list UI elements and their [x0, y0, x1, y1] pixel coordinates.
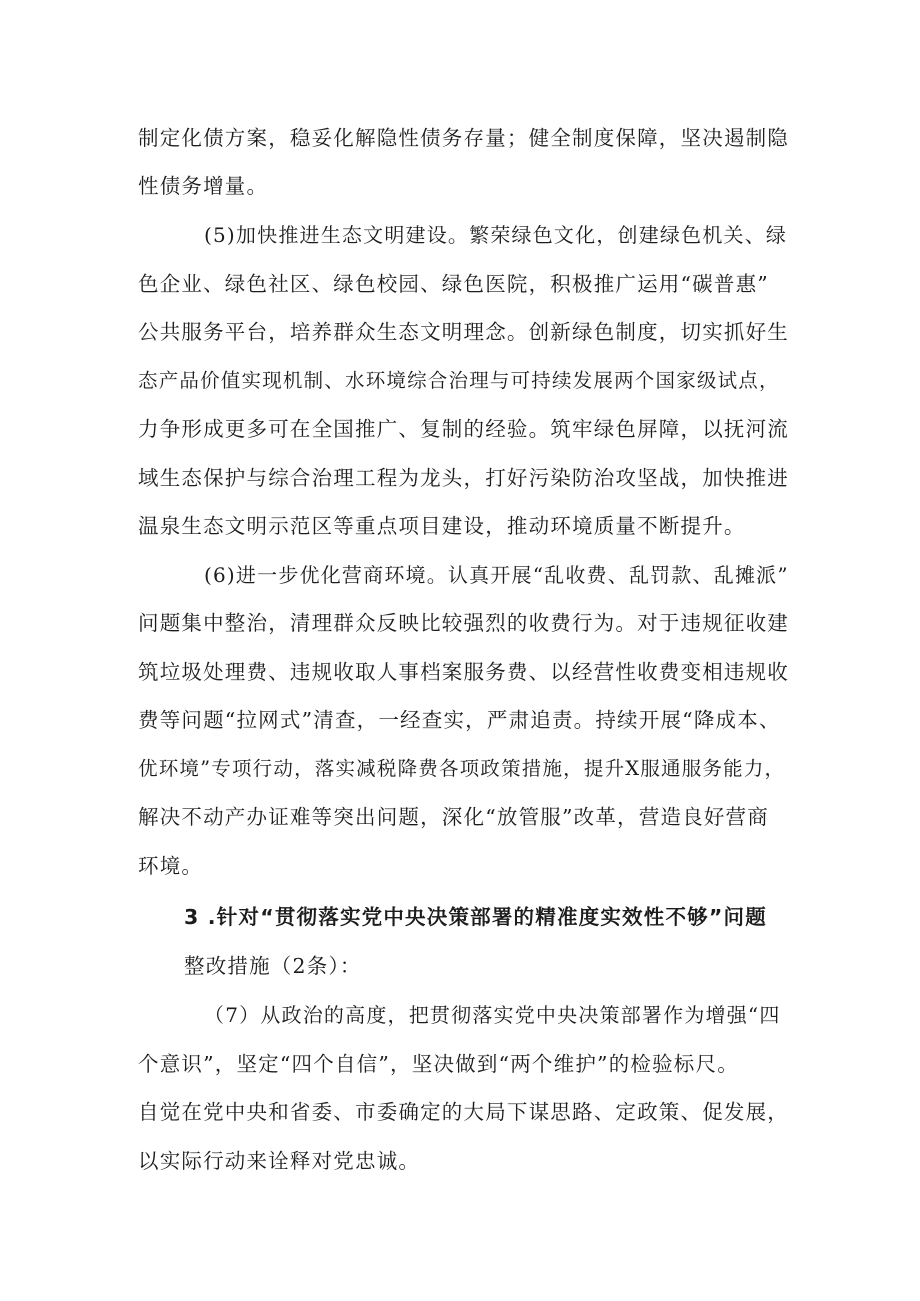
text-line: 域生态保护与综合治理工程为龙头，打好污染防治攻坚战，加快推进 [138, 466, 789, 490]
text-line: 问题集中整治，清理群众反映比较强烈的收费行为。对于违规征收建 [138, 611, 789, 635]
paragraph-7-heading-line: （7）从政治的高度，把贯彻落实党中央决策部署作为增强“四 [204, 1003, 781, 1027]
text-line: 色企业、绿色社区、绿色校园、绿色医院，积极推广运用“碳普惠” [138, 272, 769, 296]
text-line: 自觉在党中央和省委、市委确定的大局下谋思路、定政策、促发展， [138, 1100, 789, 1124]
text-line: 态产品价值实现机制、水环境综合治理与可持续发展两个国家级试点， [138, 369, 780, 392]
text-line: 公共服务平台，培养群众生态文明理念。创新绿色制度，切实抓好生 [138, 320, 789, 344]
text-line: 解决不动产办证难等突出问题，深化“放管服”改革，营造良好营商 [138, 805, 769, 829]
text-line: 筑垃圾处理费、违规收取人事档案服务费、以经营性收费变相违规收 [138, 660, 789, 684]
text-line: 温泉生态文明示范区等重点项目建设，推动环境质量不断提升。 [138, 514, 746, 538]
text-line: 优环境”专项行动，落实减税降费各项政策措施，提升X服通服务能力， [138, 757, 786, 780]
text-line: 性债务增量。 [138, 174, 269, 198]
section-3-heading: 3 .针对“贯彻落实党中央决策部署的精准度实效性不够”问题 [184, 905, 767, 929]
text-line: 力争形成更多可在全国推广、复制的经验。筑牢绿色屏障，以抚河流 [138, 417, 789, 441]
text-line: 环境。 [138, 854, 204, 878]
text-line: 费等问题“拉网式”清查，一经查实，严肃追责。持续开展“降成本、 [138, 708, 781, 732]
section-3-subheading: 整改措施（2条）： [184, 954, 362, 978]
paragraph-5-heading-line: (5)加快推进生态文明建设。繁荣绿色文化，创建绿色机关、绿 [204, 223, 788, 247]
paragraph-6-heading-line: (6)进一步优化营商环境。认真开展“乱收费、乱罚款、乱摊派” [204, 563, 789, 587]
text-line: 制定化债方案，稳妥化解隐性债务存量；健全制度保障，坚决遏制隐 [138, 126, 789, 150]
text-line: 以实际行动来诠释对党忠诚。 [138, 1149, 421, 1173]
text-line: 个意识”，坚定“四个自信”，坚决做到“两个维护”的检验标尺。 [138, 1052, 739, 1076]
